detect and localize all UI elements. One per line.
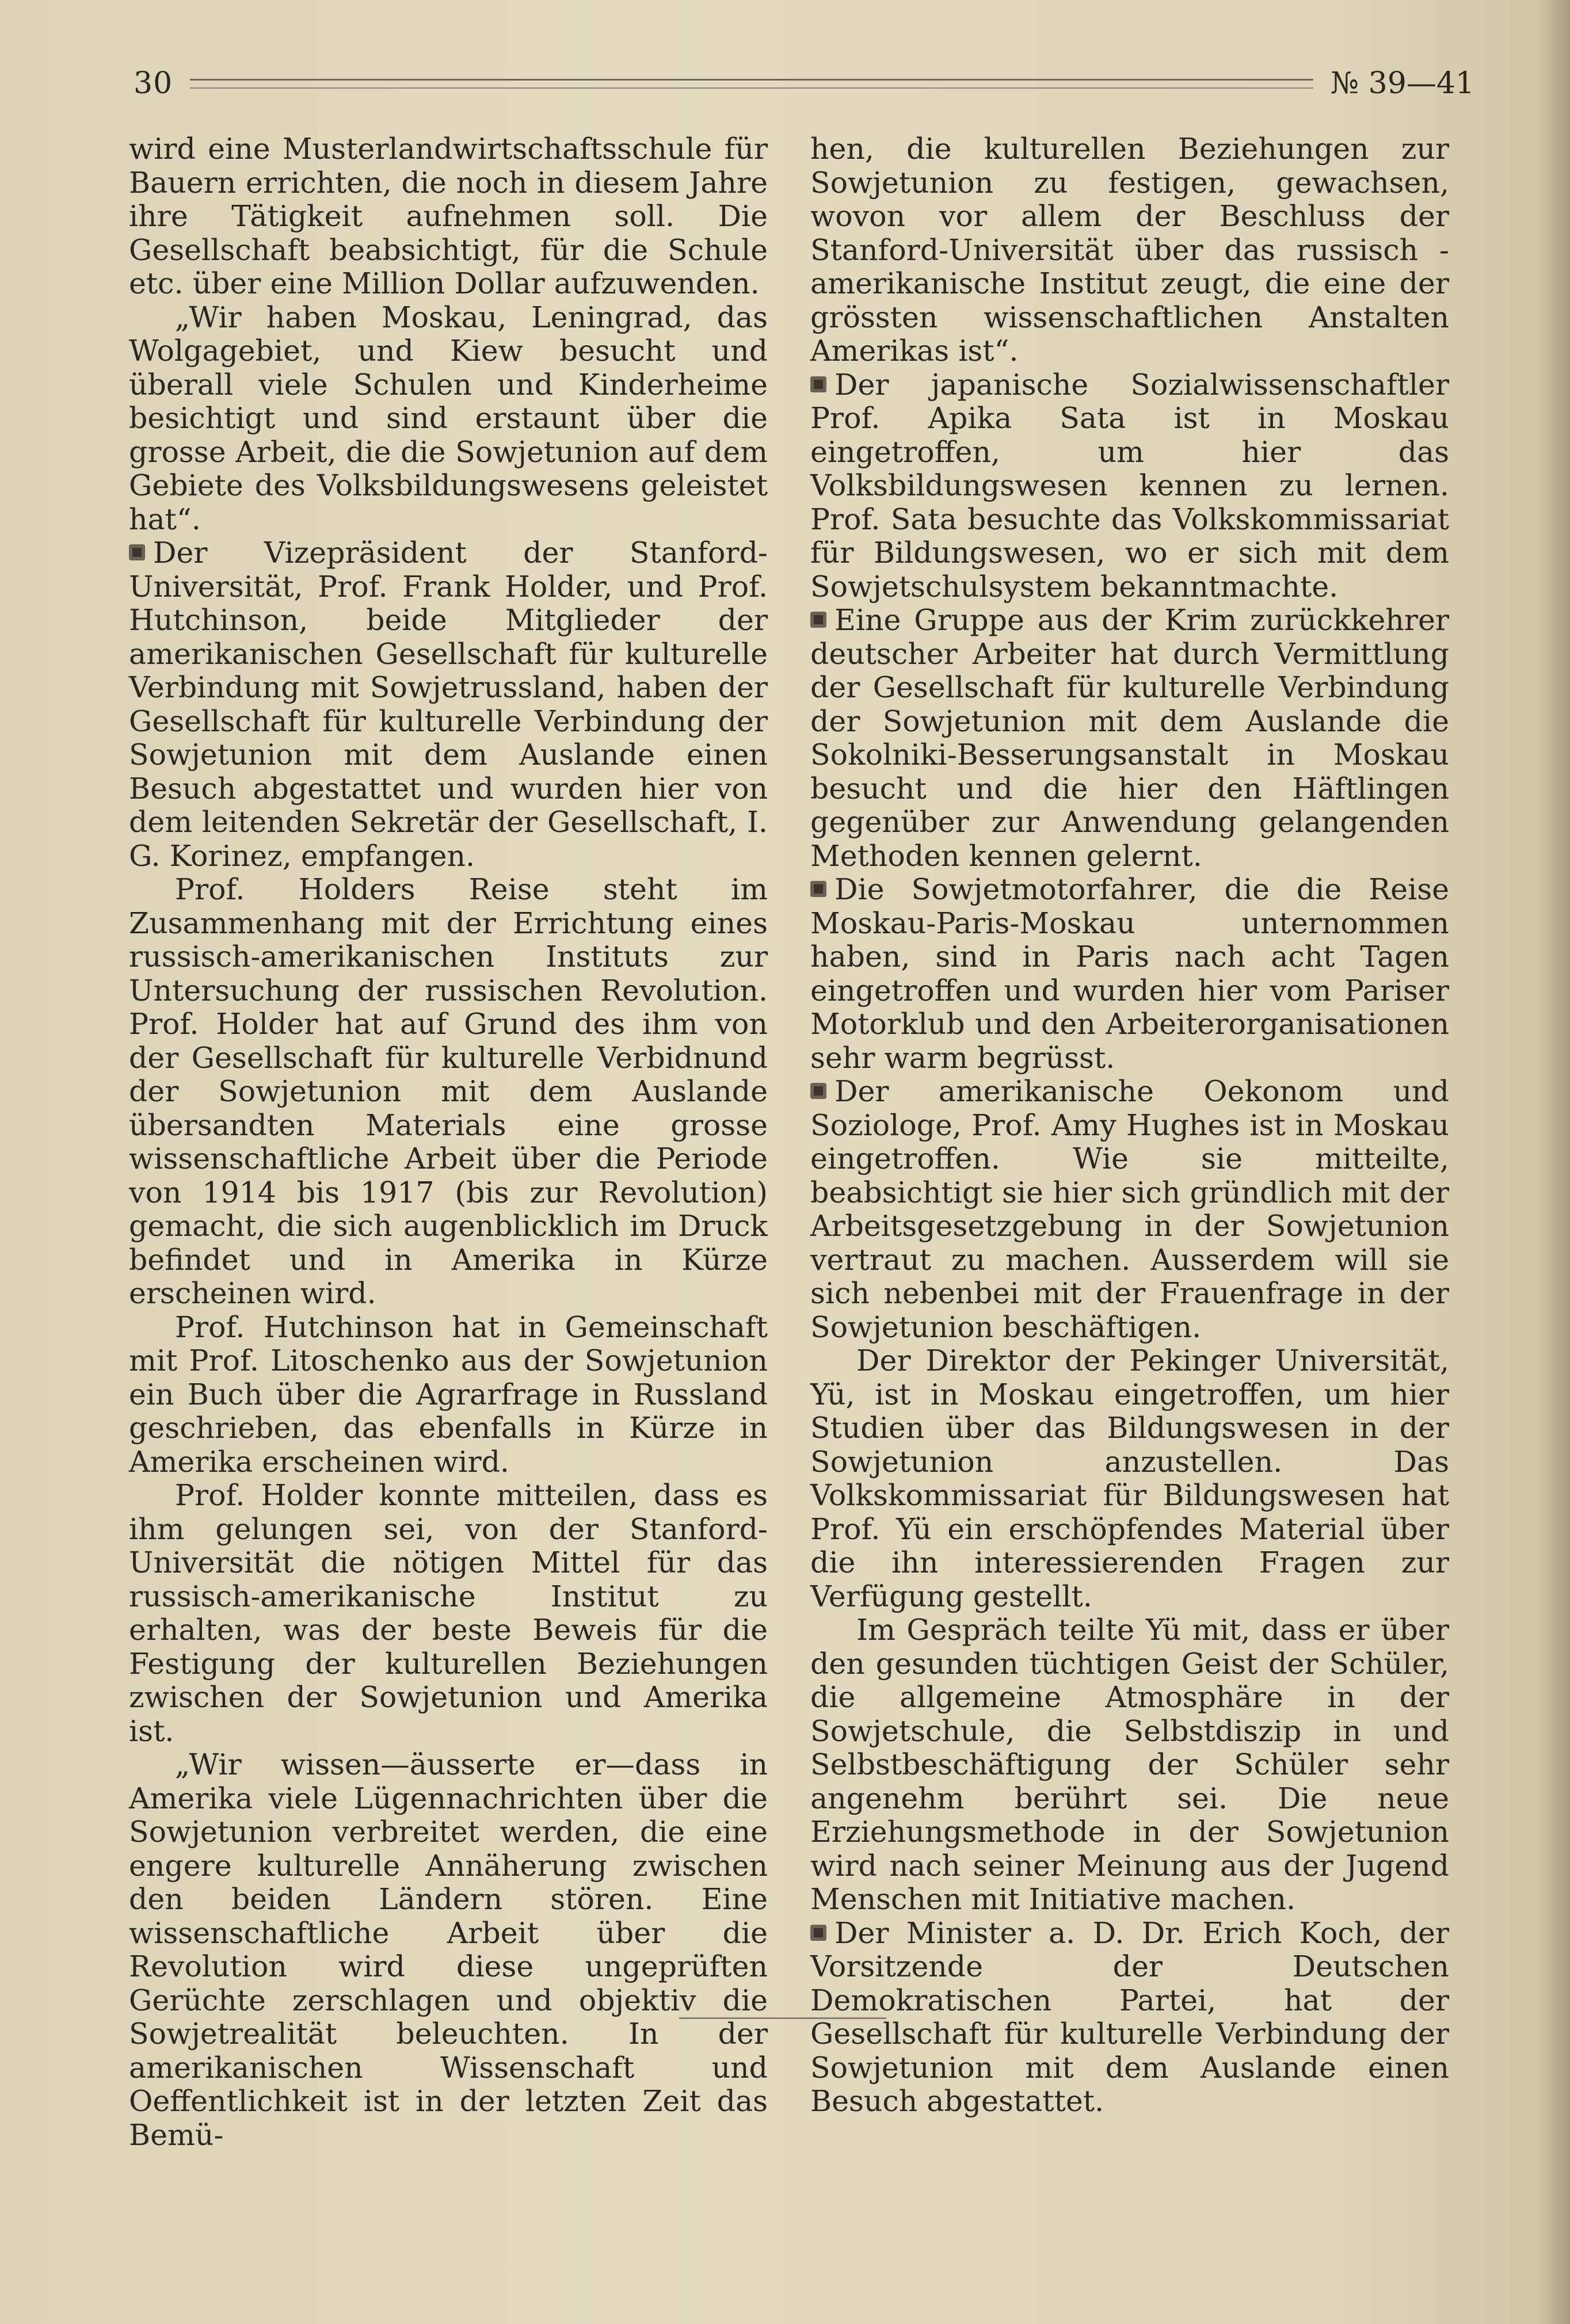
header-rule bbox=[190, 79, 1313, 89]
paragraph bbox=[129, 132, 768, 301]
paragraph-text: Eine Gruppe aus der Krim zurückkehrer deutscher Arbeiter hat durch Vermittlung der Gesellschaft für kulturelle Verbindung der Sowjetunion mit dem Auslande die Sokolniki-Besserungsanstalt in Moskau besucht und die hier den Häftlingen gegenüber zur Anwendung gelangenden Methoden kennen gelernt. bbox=[810, 603, 1449, 873]
paragraph bbox=[810, 132, 1449, 368]
news-bullet-icon bbox=[810, 376, 826, 392]
page-header bbox=[134, 60, 1474, 106]
paragraph-text: Der Minister a. D. Dr. Erich Koch, der Vorsitzende der Deutschen Demokratischen Partei, hat der Gesellschaft für kulturelle Verbindung der Sowjetunion mit dem Auslande einen Besuch abgestattet. bbox=[810, 1915, 1449, 2118]
news-bullet-icon bbox=[810, 881, 826, 897]
paragraph bbox=[810, 1075, 1449, 1344]
right-column bbox=[810, 132, 1449, 2119]
paragraph-text: Die Sowjetmotorfahrer, die die Reise Moskau-Paris-Moskau unternommen haben, sind in Paris nach acht Tagen eingetroffen und wurden hier vom Pariser Motorklub und den Arbeiterorganisationen sehr warm begrüsst. bbox=[810, 872, 1449, 1075]
paragraph-text: „Wir haben Moskau, Leningrad, das Wolgagebiet, und Kiew besucht und überall viele Schulen und Kinderheime besichtigt und sind erstaunt über die grosse Arbeit, die die Sowjetunion auf dem Gebiete des Volksbildungswesens geleistet hat“. bbox=[129, 300, 768, 536]
paragraph-text: Der Direktor der Pekinger Universität, Yü, ist in Moskau eingetroffen, um hier Studien über das Bildungswesen in der Sowjetunion anzustellen. Das Volkskommissariat für Bildungswesen hat Prof. Yü ein erschöpfendes Material über die ihn interessierenden Fragen zur Verfügung gestellt. bbox=[810, 1344, 1449, 1613]
paragraph-text: Der amerikanische Oekonom und Soziologe, Prof. Amy Hughes ist in Moskau eingetroffen. Wie sie mitteilte, beabsichtigt sie hier sich gründlich mit der Arbeitsgesetzgebung in der Sowjetunion vertraut zu machen. Ausserdem will sie sich nebenbei mit der Frauenfrage in der Sowjetunion beschäftigen. bbox=[810, 1074, 1449, 1344]
footer-rule bbox=[679, 2017, 886, 2019]
paragraph-text: Prof. Holders Reise steht im Zusammenhang mit der Errichtung eines russisch-amerikanischen Instituts zur Untersuchung der russischen Revolution. Prof. Holder hat auf Grund des ihm von der Gesellschaft für kulturelle Verbidnund der Sowjetunion mit dem Auslande übersandten Materials eine grosse wissenschaftliche Arbeit über die Periode von 1914 bis 1917 (bis zur Revolution) gemacht, die sich augenblicklich im Druck befindet und in Amerika in Kürze erscheinen wird. bbox=[129, 872, 768, 1310]
paragraph-text: Der Vizepräsident der Stanford-Universität, Prof. Frank Holder, und Prof. Hutchinson, beide Mitglieder der amerikanischen Gesellschaft für kulturelle Verbindung mit Sowjetrussland, haben der Gesellschaft für kulturelle Verbindung der Sowjetunion mit dem Auslande einen Besuch abgestattet und wurden hier von dem leitenden Sekretär der Gesellschaft, I. G. Korinez, empfangen. bbox=[129, 536, 768, 873]
paragraph bbox=[129, 1311, 768, 1479]
paragraph bbox=[129, 536, 768, 873]
paragraph bbox=[810, 604, 1449, 873]
paragraph-text: Prof. Hutchinson hat in Gemeinschaft mit Prof. Litoschenko aus der Sowjetunion ein Buch über die Agrarfrage in Russland geschrieben, das ebenfalls in Kürze in Amerika erscheinen wird. bbox=[129, 1310, 768, 1479]
paragraph bbox=[810, 1917, 1449, 2119]
paragraph bbox=[129, 1479, 768, 1748]
paragraph bbox=[810, 368, 1449, 604]
paragraph-text: wird eine Musterlandwirtschaftsschule für Bauern errichten, die noch in diesem Jahre ihre Tätigkeit aufnehmen soll. Die Gesellschaft beabsichtigt, für die Schule etc. über eine Million Dollar aufzuwenden. bbox=[129, 132, 768, 300]
paragraph-text: hen, die kulturellen Beziehungen zur Sowjetunion zu festigen, gewachsen, wovon vor allem der Beschluss der Stanford-Universität über das russisch - amerikanische Institut zeugt, die eine der grössten wissenschaftlichen Anstalten Amerikas ist“. bbox=[810, 132, 1449, 368]
left-column bbox=[129, 132, 768, 2152]
page-number: 30 bbox=[134, 66, 173, 101]
news-bullet-icon bbox=[810, 1083, 826, 1099]
paragraph-text: Prof. Holder konnte mitteilen, dass es ihm gelungen sei, von der Stanford-Universität die nötigen Mittel für das russisch-amerikanische Institut zu erhalten, was der beste Beweis für die Festigung der kulturellen Beziehungen zwischen der Sowjetunion und Amerika ist. bbox=[129, 1478, 768, 1748]
paragraph bbox=[129, 1748, 768, 2152]
paragraph bbox=[810, 1344, 1449, 1613]
news-bullet-icon bbox=[129, 544, 145, 560]
paragraph bbox=[810, 1613, 1449, 1917]
page-edge-shadow bbox=[1535, 0, 1570, 2324]
paragraph-text: „Wir wissen—äusserte er—dass in Amerika viele Lügennachrichten über die Sowjetunion verbreitet werden, die eine engere kulturelle Annäherung zwischen den beiden Ländern stören. Eine wissenschaftliche Arbeit über die Revolution wird diese ungeprüften Gerüchte zerschlagen und objektiv die Sowjetrealität beleuchten. In der amerikanischen Wissenschaft und Oeffentlichkeit ist in der letzten Zeit das Bemü- bbox=[129, 1747, 768, 2152]
news-bullet-icon bbox=[810, 1925, 826, 1941]
issue-number: № 39—41 bbox=[1330, 66, 1474, 101]
paragraph bbox=[129, 301, 768, 537]
paragraph bbox=[810, 873, 1449, 1075]
paragraph-text: Der japanische Sozialwissenschaftler Prof. Apika Sata ist in Moskau eingetroffen, um hier das Volksbildungswesen kennen zu lernen. Prof. Sata besuchte das Volkskommissariat für Bildungswesen, wo er sich mit dem Sowjetschulsystem bekanntmachte. bbox=[810, 367, 1449, 604]
news-bullet-icon bbox=[810, 612, 826, 628]
paragraph bbox=[129, 873, 768, 1311]
paragraph-text: Im Gespräch teilte Yü mit, dass er über den gesunden tüchtigen Geist der Schüler, die allgemeine Atmosphäre in der Sowjetschule, die Selbstdiszip in und Selbstbeschäftigung der Schüler sehr angenehm berührt sei. Die neue Erziehungsmethode in der Sowjetunion wird nach seiner Meinung aus der Jugend Menschen mit Initiative machen. bbox=[810, 1613, 1449, 1916]
